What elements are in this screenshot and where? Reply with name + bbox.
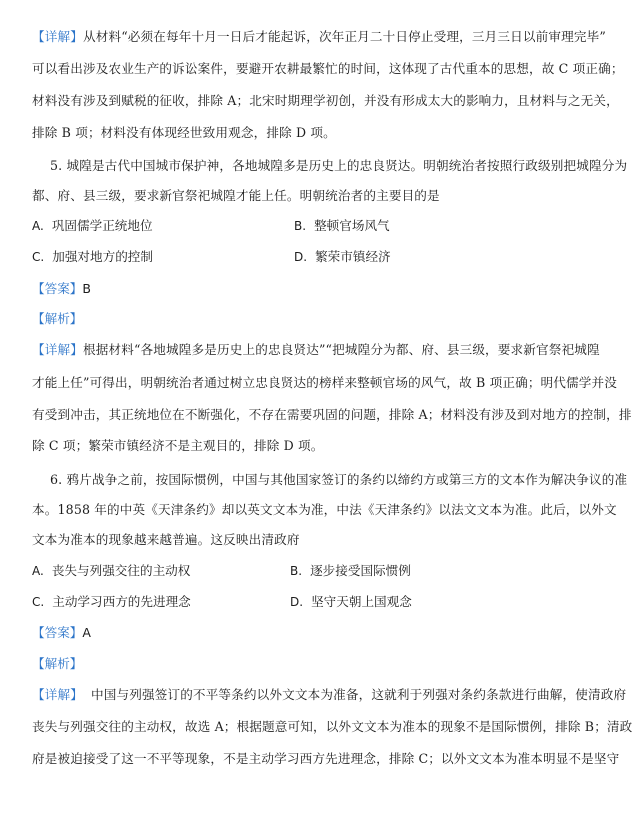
answer-value: B [82, 281, 91, 296]
answer-value: A [82, 625, 91, 640]
detail-text: 从材料“必须在每年十月一日后才能起诉，次年正月二十日停止受理，三月三日以前审理完毕” [82, 29, 606, 44]
question-5-option-a: A. 巩固儒学正统地位 [32, 218, 153, 233]
question-6-detail-line: 【详解】 中国与列强签订的不平等条约以外文文本为准备，这就利于列强对条约条款进行曲解，使清政府 [32, 687, 627, 702]
question-6-detail-line: 府是被迫接受了这一不平等现象，不是主动学习西方先进理念，排除 C；以外文文本为准本明显不是坚守 [32, 751, 620, 766]
detail-tag: 【详解】 [32, 342, 83, 357]
question-5-detail-line: 【详解】根据材料“各地城隍多是历史上的忠良贤达”“把城隍分为都、府、县三级，要求新官祭祀城隍 [32, 342, 600, 357]
question-5-detail-line: 除 C 项；繁荣市镇经济不是主观目的，排除 D 项。 [32, 438, 324, 453]
question-5-detail-line: 有受到冲击，其正统地位在不断强化，不存在需要巩固的问题，排除 A；材料没有涉及到对地方的控制，排 [32, 407, 632, 422]
detail-tag: 【详解】 [32, 687, 83, 702]
question-6-answer [32, 625, 91, 641]
question-6-stem: 6. 鸦片战争之前，按国际惯例，中国与其他国家签订的条约以缔约方或第三方的文本作为解决争议的准 [50, 472, 628, 487]
question-5-answer [32, 281, 91, 297]
question-6-option-d: D. 坚守天朝上国观念 [290, 594, 412, 609]
detail-paragraph-line: 可以看出涉及农业生产的诉讼案件，要避开农耕最繁忙的时间，这体现了古代重本的思想，故 C 项正确； [32, 61, 624, 76]
detail-paragraph-line [32, 29, 606, 45]
question-6-stem-cont: 本。1858 年的中英《天津条约》却以英文文本为准，中法《天津条约》以法文文本为准。此后，以外文 [32, 502, 617, 517]
question-6-option-c: C. 主动学习西方的先进理念 [32, 594, 191, 609]
question-6-analysis-tag: 【解析】 [32, 656, 83, 671]
question-6-option-a: A. 丧失与列强交往的主动权 [32, 563, 191, 578]
question-5-option-b: B. 整顿官场风气 [294, 218, 390, 233]
detail-paragraph-line: 排除 B 项；材料没有体现经世致用观念，排除 D 项。 [32, 125, 336, 140]
question-5-detail-line: 才能上任”可得出，明朝统治者通过树立忠良贤达的榜样来整顿官场的风气，故 B 项正确；明代儒学并没 [32, 375, 618, 390]
question-5-option-c: C. 加强对地方的控制 [32, 249, 153, 264]
answer-tag: 【答案】 [32, 281, 83, 296]
question-5-analysis-tag: 【解析】 [32, 311, 83, 326]
answer-tag: 【答案】 [32, 625, 83, 640]
question-5-option-d: D. 繁荣市镇经济 [294, 249, 391, 264]
question-6-detail-line: 丧失与列强交往的主动权，故选 A；根据题意可知，以外文文本为准本的现象不是国际惯例，排除 B；清政 [32, 719, 632, 734]
detail-tag: 【详解】 [32, 29, 83, 44]
question-5-stem: 5. 城隍是古代中国城市保护神，各地城隍多是历史上的忠良贤达。明朝统治者按照行政级别把城隍分为 [50, 158, 628, 173]
question-6-option-b: B. 逐步接受国际惯例 [290, 563, 411, 578]
question-5-stem-cont: 都、府、县三级，要求新官祭祀城隍才能上任。明朝统治者的主要目的是 [32, 188, 440, 203]
detail-paragraph-line: 材料没有涉及到赋税的征收，排除 A；北宋时期理学初创，并没有形成太大的影响力，且材料与之无关， [32, 93, 619, 108]
question-6-stem-cont: 文本为准本的现象越来越普遍。这反映出清政府 [32, 532, 300, 547]
